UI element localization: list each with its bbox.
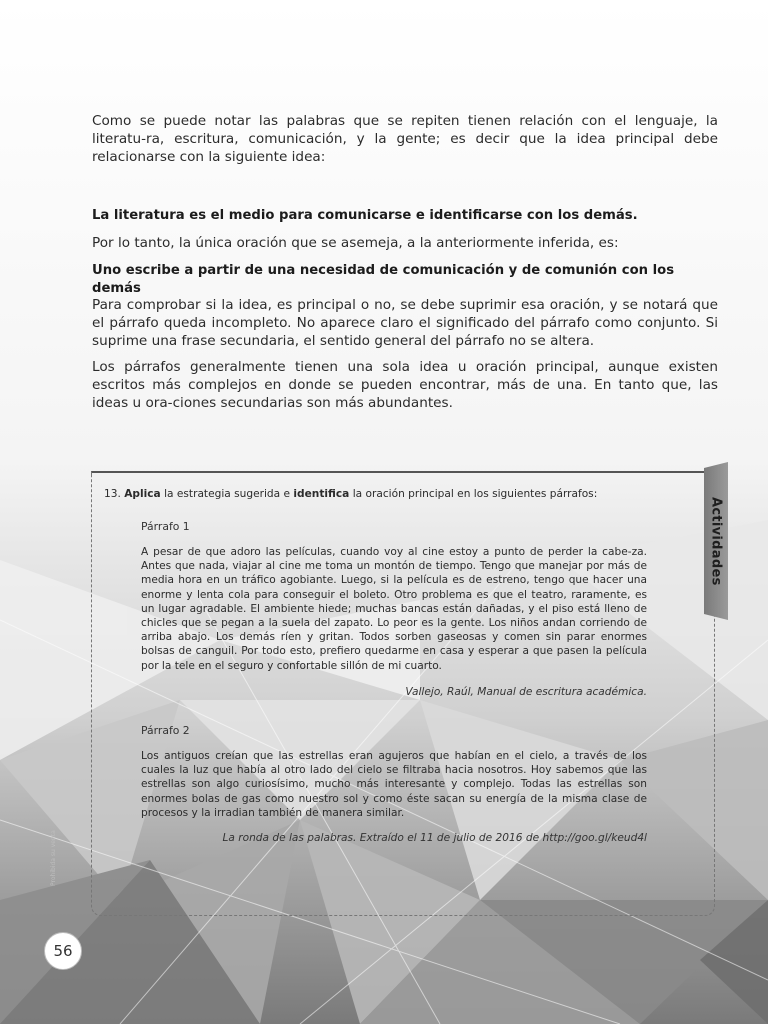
verb-aplica: Aplica [124, 488, 161, 500]
page-number: 56 [44, 932, 82, 970]
principal-sentence: Uno escribe a partir de una necesidad de comunicación y de comunión con los demás [92, 263, 675, 296]
therefore-paragraph: Por lo tanto, la única oración que se asemeja, a la anteriormente inferida, es: [92, 235, 619, 251]
paragraph-2-source: La ronda de las palabras. Extraído el 11 de julio de 2016 de http://goo.gl/keud4l [222, 832, 647, 844]
verb-identifica: identifica [293, 488, 350, 500]
activity-instruction [104, 487, 694, 501]
check-paragraph: Para comprobar si la idea, es principal o no, se debe suprimir esa oración, y se notará que el párrafo queda incompleto. No aparece claro el significado del párrafo como conjunto. Si suprime una frase secundaria, el sentido general del párrafo no se altera. [92, 297, 718, 349]
paragraph-1-title: Párrafo 1 [141, 520, 190, 533]
intro-paragraph: Como se puede notar las palabras que se repiten tienen relación con el lenguaje, la literatu-ra, escritura, comunicación, y la gente; es decir que la idea principal debe relacionarse con la siguiente idea: [92, 113, 718, 165]
instruction-text-2: la oración principal en los siguientes párrafos: [352, 488, 598, 500]
instruction-text-1: la estrategia sugerida e [164, 488, 291, 500]
paragraph-2-text: Los antiguos creían que las estrellas eran agujeros que habían en el cielo, a través de los cuales la luz que había al otro lado del cielo se filtraba hacia nosotros. Hoy sabemos que las estrellas son algo curiosísimo, mucho más interesante y complejo. Todas las estrellas son enormes bolas de gas como nuestro sol y como éste sacan su energía de la misma clase de procesos y la irradian también de manera similar. [141, 750, 647, 819]
watermark-text: Prohibida su venta [50, 830, 57, 886]
activity-number: 13. [104, 488, 121, 500]
paragraph-1-text: A pesar de que adoro las películas, cuando voy al cine estoy a punto de perder la cabe-za. Antes que nada, viajar al cine me toma un montón de tiempo. Tengo que manejar por más de media hora en un tráfico agobiante. Luego, si la película es de estreno, tengo que hacer una enorme y lenta cola para conseguir el boleto. Otro problema es que el teatro, raramente, es un lugar agradable. El ambiente hiede; muchas bancas están dañadas, y el piso está lleno de chicles que se pegan a la suela del zapato. Lo peor es la gente. Los niños andan corriendo de arriba abajo. Los demás ríen y gritan. Todos sorben gaseosas y comen sin parar enormes bolsas de canguil. Por todo esto, prefiero quedarme en casa y esperar a que pasen la película por la tele en el seguro y confortable sillón de mi cuarto. [141, 546, 647, 672]
paragraph-2-title: Párrafo 2 [141, 724, 190, 737]
activities-tab-label: Actividades [708, 496, 724, 586]
paragraph-1-source: Vallejo, Raúl, Manual de escritura académica. [405, 686, 647, 698]
general-paragraph: Los párrafos generalmente tienen una sola idea u oración principal, aunque existen escritos más complejos en donde se pueden encontrar, más de una. En tanto que, las ideas u ora-ciones secundarias son más abundantes. [92, 359, 718, 411]
main-idea-statement: La literatura es el medio para comunicarse e identificarse con los demás. [92, 208, 638, 223]
